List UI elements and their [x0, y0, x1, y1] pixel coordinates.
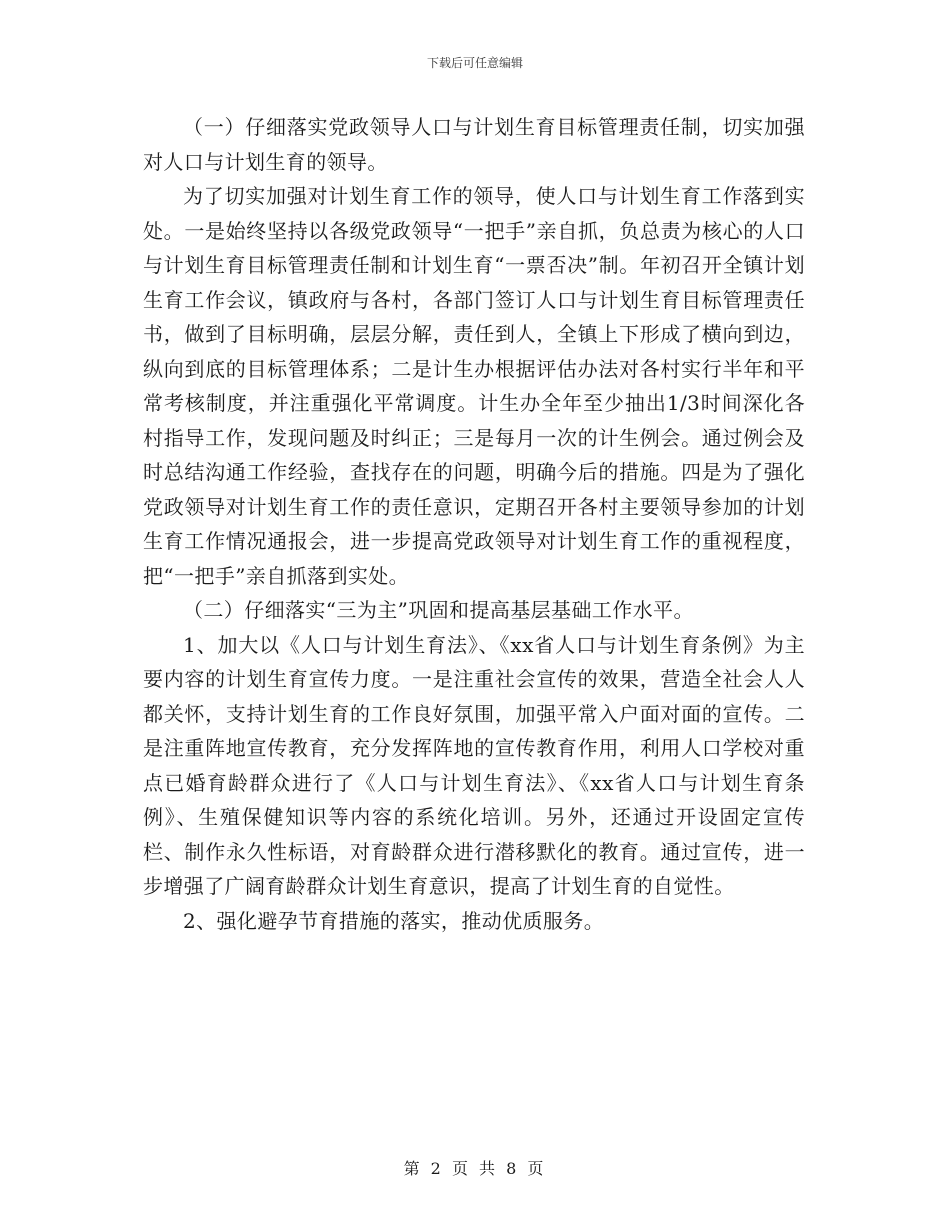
paragraph-item-2: 2、强化避孕节育措施的落实，推动优质服务。 — [183, 908, 605, 933]
document-body — [143, 110, 805, 938]
paragraph-section-2-heading: （二）仔细落实“三为主”巩固和提高基层基础工作水平。 — [183, 598, 694, 622]
page-header-note: 下载后可任意编辑 — [426, 56, 523, 70]
page-number-footer: 第 2 页 共 8 页 — [403, 1159, 547, 1178]
paragraph-section-1-body: 为了切实加强对计划生育工作的领导，使人口与计划生育工作落到实处。一是始终坚持以各级党政领导“一把手”亲自抓，负总责为核心的人口与计划生育目标管理责任制和计划生育“一票否决”制。年初召开全镇计划生育工作会议，镇政府与各村，各部门签订人口与计划生育目标管理责任书，做到了目标明确，层层分解，责任到人，全镇上下形成了横向到边，纵向到底的目标管理体系；二是计生办根据评估办法对各村实行半年和平常考核制度，并注重强化平常调度。计生办全年至少抽出1/3时间深化各村指导工作，发现问题及时纠正；三是每月一次的计生例会。通过例会及时总结沟通工作经验，查找存在的问题，明确今后的措施。四是为了强化党政领导对计划生育工作的责任意识，定期召开各村主要领导参加的计划生育工作情况通报会，进一步提高党政领导对计划生育工作的重视程度，把“一把手”亲自抓落到实处。 — [143, 184, 805, 588]
paragraph-section-1-heading: （一）仔细落实党政领导人口与计划生育目标管理责任制，切实加强对人口与计划生育的领导。 — [143, 115, 805, 174]
paragraph-item-1: 1、加大以《人口与计划生育法》、《xx省人口与计划生育条例》为主要内容的计划生育宣传力度。一是注重社会宣传的效果，营造全社会人人都关怀，支持计划生育的工作良好氛围，加强平常入户面对面的宣传。二是注重阵地宣传教育，充分发挥阵地的宣传教育作用，利用人口学校对重点已婚育龄群众进行了《人口与计划生育法》、《xx省人口与计划生育条例》、生殖保健知识等内容的系统化培训。另外，还通过开设固定宣传栏、制作永久性标语，对育龄群众进行潜移默化的教育。通过宣传，进一步增强了广阔育龄群众计划生育意识，提高了计划生育的自觉性。 — [143, 632, 805, 898]
